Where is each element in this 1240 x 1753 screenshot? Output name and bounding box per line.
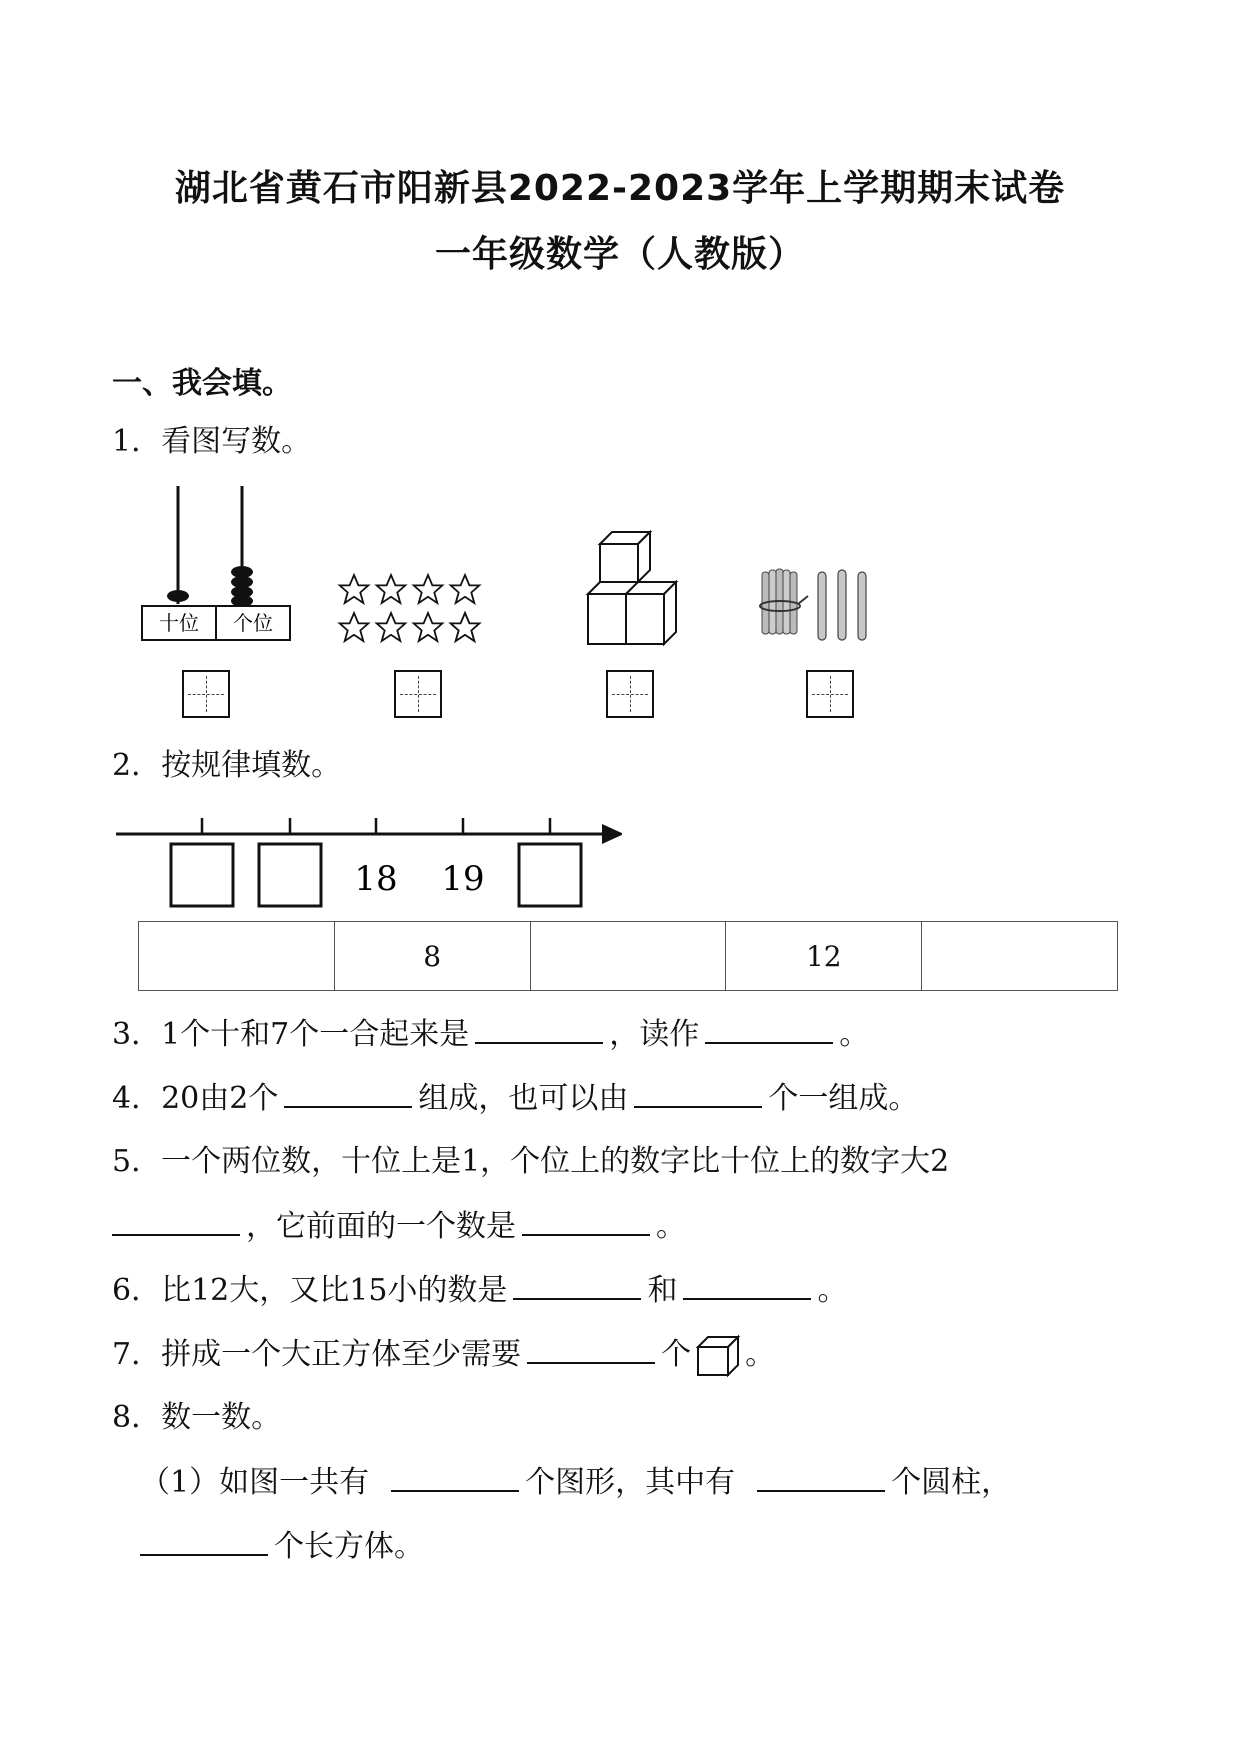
stars-figure — [336, 572, 484, 648]
question-text: 。 — [656, 1209, 686, 1244]
cube-icon — [695, 1334, 741, 1378]
answer-blank[interactable] — [140, 1526, 268, 1556]
star-icon — [414, 575, 443, 603]
arrow-head-icon — [602, 824, 622, 844]
sequence-cell[interactable] — [139, 922, 335, 991]
question-text: 组成，也可以由 — [418, 1081, 629, 1116]
answer-blank[interactable] — [513, 1270, 641, 1300]
question-text: 个图形，其中有 — [525, 1465, 736, 1500]
sequence-cell[interactable] — [922, 922, 1118, 991]
question-text: 个长方体。 — [274, 1529, 424, 1564]
abacus-figure — [138, 482, 298, 646]
answer-box-abacus[interactable] — [182, 670, 230, 718]
numberline-blank-box[interactable] — [259, 844, 321, 906]
numberline-blank-box[interactable] — [171, 844, 233, 906]
question-text: 个 — [661, 1337, 692, 1372]
question-text: 和 — [647, 1273, 678, 1308]
sequence-cell: 12 — [726, 922, 922, 991]
answer-blank[interactable] — [522, 1206, 650, 1236]
question-text: 3．1个十和7个一合起来是 — [112, 1017, 470, 1052]
question-7 — [112, 1334, 775, 1378]
question-4 — [112, 1078, 918, 1119]
numberline-label: 18 — [354, 859, 398, 899]
numberline-label: 19 — [441, 859, 485, 899]
star-icon — [377, 613, 406, 641]
cubes-figure — [584, 530, 702, 652]
stick-bundle — [760, 569, 808, 634]
answer-blank[interactable] — [391, 1462, 519, 1492]
question-text: ，读作 — [609, 1017, 700, 1052]
abacus-bead — [167, 590, 189, 602]
sequence-table — [138, 921, 1118, 991]
star-icon — [340, 613, 369, 641]
answer-box-stars[interactable] — [394, 670, 442, 718]
question-6 — [112, 1270, 847, 1311]
single-stick — [838, 570, 846, 640]
section-heading: 一、我会填。 — [112, 366, 292, 401]
single-stick — [858, 572, 866, 640]
question-text: 个圆柱， — [891, 1465, 1012, 1500]
question-text: （1）如图一共有 — [140, 1465, 370, 1500]
question-1: 1．看图写数。 — [112, 424, 312, 459]
question-8-sub1 — [140, 1462, 1011, 1503]
answer-blank[interactable] — [284, 1078, 412, 1108]
question-8-sub1-continued — [140, 1526, 424, 1567]
answer-box-sticks[interactable] — [806, 670, 854, 718]
question-text: 4．20由2个 — [112, 1081, 279, 1116]
answer-blank[interactable] — [527, 1334, 655, 1364]
star-icon — [340, 575, 369, 603]
question-text: 。 — [817, 1273, 848, 1308]
question-text: 7．拼成一个大正方体至少需要 — [112, 1337, 522, 1372]
question-5-continued — [112, 1206, 686, 1247]
sticks-figure — [756, 566, 876, 646]
answer-blank[interactable] — [705, 1014, 833, 1044]
sequence-cell: 8 — [334, 922, 530, 991]
star-icon — [451, 575, 480, 603]
abacus-label-tens: 十位 — [159, 611, 199, 635]
answer-blank[interactable] — [683, 1270, 811, 1300]
question-3 — [112, 1014, 869, 1055]
star-icon — [377, 575, 406, 603]
question-text: 。 — [745, 1337, 776, 1372]
star-icon — [451, 613, 480, 641]
numberline-blank-box[interactable] — [519, 844, 581, 906]
star-icon — [414, 613, 443, 641]
question-text: ，它前面的一个数是 — [246, 1209, 516, 1244]
answer-blank[interactable] — [757, 1462, 885, 1492]
question-text: 个一组成。 — [768, 1081, 919, 1116]
answer-box-cubes[interactable] — [606, 670, 654, 718]
answer-blank[interactable] — [634, 1078, 762, 1108]
question-text: 6．比12大，又比15小的数是 — [112, 1273, 508, 1308]
sequence-cell[interactable] — [530, 922, 726, 991]
question-2: 2．按规律填数。 — [112, 748, 342, 783]
number-line — [112, 806, 622, 912]
abacus-label-ones: 个位 — [233, 611, 273, 635]
question-5: 5．一个两位数，十位上是1，个位上的数字比十位上的数字大2 — [112, 1144, 950, 1179]
question-text: 。 — [839, 1017, 870, 1052]
answer-blank[interactable] — [475, 1014, 603, 1044]
exam-title: 湖北省黄石市阳新县2022-2023学年上学期期末试卷 — [174, 168, 1066, 209]
question-8: 8．数一数。 — [112, 1400, 282, 1435]
single-stick — [818, 572, 826, 640]
exam-subtitle: 一年级数学（人教版） — [434, 234, 805, 275]
answer-blank[interactable] — [112, 1206, 240, 1236]
